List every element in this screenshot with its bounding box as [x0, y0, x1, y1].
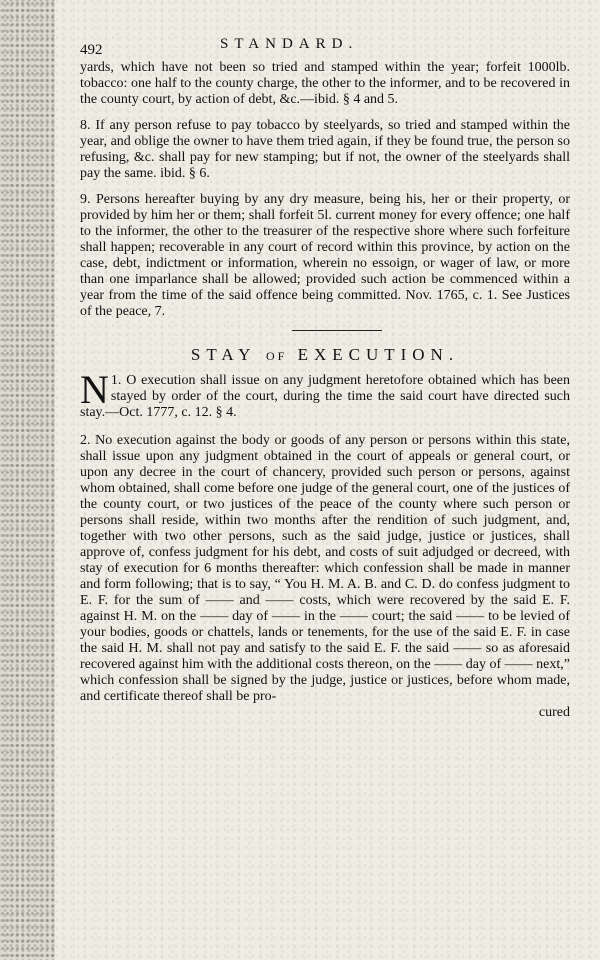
section-title [80, 345, 570, 365]
section-paragraph-2: 2. No execution against the body or goods of any person or persons within this state, shall issue upon any judgment obtained in the court of appeals or general court, or upon any decree in the court of chancery, provided such person or persons, against whom obtained, shall come before one judge of the general court, one of the justices of the county court, or two justices of the peace of the county where such person or persons shall reside, within two months after the rendition of such judgment, and, together with two other persons, such as the said judge, justice or justices, shall approve of, confess judgment for his debt, and costs of suit adjudged or decreed, with stay of execution for 6 months thereafter: which confession shall be made in manner and form following; that is to say, “ You H. M. A. B. and C. D. do confess judgment to E. F. for the sum of —— and —— costs, which were recovered by the said E. F. against H. M. on the —— day of —— in the —— court; the said —— to be levied of your bodies, goods or chattels, lands or tenements, for the use of the said E. F. in case the said H. M. shall not pay and satisfy to the said E. F. the said —— so as aforesaid recovered against him with the additional costs thereon, on the —— day of —— next,” which confession shall be signed by the judge, justice or justices, before whom made, and certificate thereof shall be pro- [80, 433, 570, 704]
catchword: cured [538, 705, 570, 720]
drop-cap: N [80, 367, 109, 412]
section-title-execution: EXECUTION. [297, 345, 460, 364]
paragraph-continued: yards, which have not been so tried and stamped within the year; forfeit 1000lb. tobacco: one half to the county charge, the other to the informer, and to be recovered in the county court, by action of debt, &c.—ibid. § 4 and 5. [80, 60, 570, 107]
section-title-of: OF [265, 349, 288, 363]
section-1-text: O execution shall issue on any judgment heretofore obtained which has been stayed by order of the court, during the time the said court have directed such stay.—Oct. 1777, c. 12. § 4. [80, 373, 570, 420]
paragraph-9: 9. Persons hereafter buying by any dry measure, being his, her or their property, or provided by him her or them; shall forfeit 5l. current money for every offence; one half to the informer, the other to the treasurer of the respective shore where such forfeiture shall happen; recoverable in any court of record within this province, by action on the case, debt, indictment or information, wherein no essoign, or wager of law, or more than one imparlance shall be allowed; provided such action be commenced within a year from the time of the said offence being committed. Nov. 1765, c. 1. See Justices of the peace, 7. [80, 192, 570, 319]
scan-edge-noise [0, 0, 55, 960]
section-1-number: 1. [110, 373, 122, 388]
running-title: STANDARD. [220, 36, 359, 52]
section-title-stay: STAY [190, 345, 256, 364]
section-divider [292, 330, 382, 331]
page-number: 492 [80, 42, 103, 58]
running-head [80, 34, 570, 60]
section-paragraph-1 [80, 367, 570, 421]
paragraph-8: 8. If any person refuse to pay tobacco by steelyards, so tried and stamped within the year, and oblige the owner to have them tried again, if they be found true, the person so refusing, &c. shall pay for new stamping; but if not, the owner of the steelyards shall pay the same. ibid. § 6. [80, 118, 570, 181]
